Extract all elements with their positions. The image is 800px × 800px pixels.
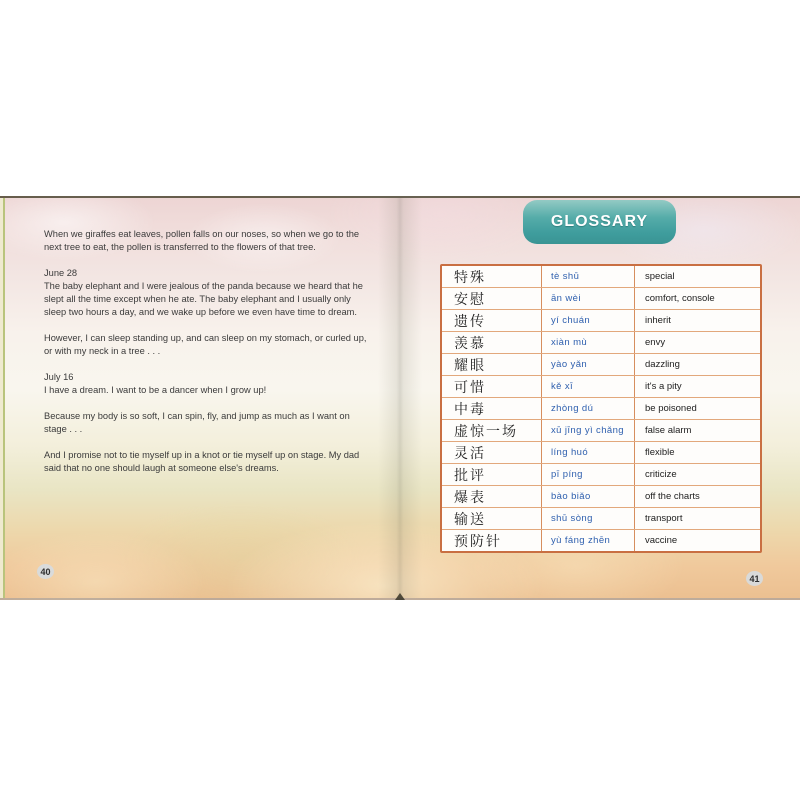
glossary-row [442, 464, 760, 486]
glossary-row [442, 288, 760, 310]
pinyin-cell: xiàn mù [542, 332, 635, 353]
pinyin-cell: tè shū [542, 266, 635, 287]
pinyin-cell: pī píng [542, 464, 635, 485]
glossary-row [442, 420, 760, 442]
hanzi-cell: 虚惊一场 [442, 420, 542, 441]
glossary-row [442, 486, 760, 508]
hanzi-cell: 羡慕 [442, 332, 542, 353]
hanzi-cell: 特殊 [442, 266, 542, 287]
pinyin-cell: kě xī [542, 376, 635, 397]
english-cell: special [645, 271, 675, 282]
hanzi-cell: 输送 [442, 508, 542, 529]
glossary-header-label: GLOSSARY [550, 213, 649, 230]
hanzi-cell: 遗传 [442, 310, 542, 331]
page-number-left-label: 40 [40, 566, 51, 577]
english-cell: inherit [645, 315, 671, 326]
story-paragraph: And I promise not to tie myself up in a knot or tie myself up on stage. My dad said that no one should laugh at someone else's dreams. [44, 450, 360, 473]
diary-date-heading: June 28 [44, 268, 78, 278]
story-paragraph: The baby elephant and I were jealous of the panda because we heard that he slept all the time except when he ate. The baby elephant and I usually only sleep two hours a day, and we wake up before we even have time to dream. [44, 281, 363, 317]
english-cell: it's a pity [645, 381, 682, 392]
pinyin-cell: bào biǎo [542, 486, 635, 507]
page-number-left [37, 564, 54, 579]
english-cell: criticize [645, 469, 677, 480]
pinyin-cell: shū sòng [542, 508, 635, 529]
story-paragraph: When we giraffes eat leaves, pollen falls on our noses, so when we go to the next tree to eat, the pollen is transferred to the flowers of that tree. [44, 229, 360, 252]
hanzi-cell: 安慰 [442, 288, 542, 309]
left-page-text [44, 228, 368, 488]
glossary-row [442, 442, 760, 464]
pinyin-cell: líng huó [542, 442, 635, 463]
pinyin-cell: ān wèi [542, 288, 635, 309]
english-cell: be poisoned [645, 403, 697, 414]
diary-date-heading: July 16 [44, 372, 74, 382]
glossary-table [440, 264, 762, 553]
page-number-right-label: 41 [749, 573, 760, 584]
english-cell: off the charts [645, 491, 700, 502]
glossary-header-tab [523, 200, 676, 244]
pinyin-cell: xū jīng yì chǎng [542, 420, 635, 441]
glossary-row [442, 266, 760, 288]
story-paragraph: Because my body is so soft, I can spin, fly, and jump as much as I want on stage . . . [44, 411, 350, 434]
hanzi-cell: 耀眼 [442, 354, 542, 375]
english-cell: vaccine [645, 535, 678, 546]
glossary-row [442, 530, 760, 551]
hanzi-cell: 爆表 [442, 486, 542, 507]
english-cell: envy [645, 337, 666, 348]
page-number-right [746, 571, 763, 586]
hanzi-cell: 批评 [442, 464, 542, 485]
pinyin-cell: yào yǎn [542, 354, 635, 375]
story-paragraph: I have a dream. I want to be a dancer when I grow up! [44, 385, 267, 395]
pinyin-cell: zhòng dú [542, 398, 635, 419]
story-paragraph: However, I can sleep standing up, and can sleep on my stomach, or curled up, or with my neck in a tree . . . [44, 333, 367, 356]
book-cover-edge [0, 198, 6, 598]
glossary-row [442, 376, 760, 398]
open-book-spread [0, 196, 800, 600]
glossary-row [442, 508, 760, 530]
english-cell: transport [645, 513, 683, 524]
hanzi-cell: 灵活 [442, 442, 542, 463]
pinyin-cell: yù fáng zhēn [542, 530, 635, 551]
glossary-row [442, 354, 760, 376]
glossary-row [442, 332, 760, 354]
hanzi-cell: 预防针 [442, 530, 542, 551]
hanzi-cell: 中毒 [442, 398, 542, 419]
english-cell: dazzling [645, 359, 680, 370]
english-cell: false alarm [645, 425, 692, 436]
glossary-row [442, 310, 760, 332]
english-cell: comfort, console [645, 293, 715, 304]
hanzi-cell: 可惜 [442, 376, 542, 397]
glossary-row [442, 398, 760, 420]
pinyin-cell: yí chuán [542, 310, 635, 331]
spine-bottom-notch [395, 593, 405, 600]
book-spine-shadow [378, 198, 422, 598]
english-cell: flexible [645, 447, 675, 458]
